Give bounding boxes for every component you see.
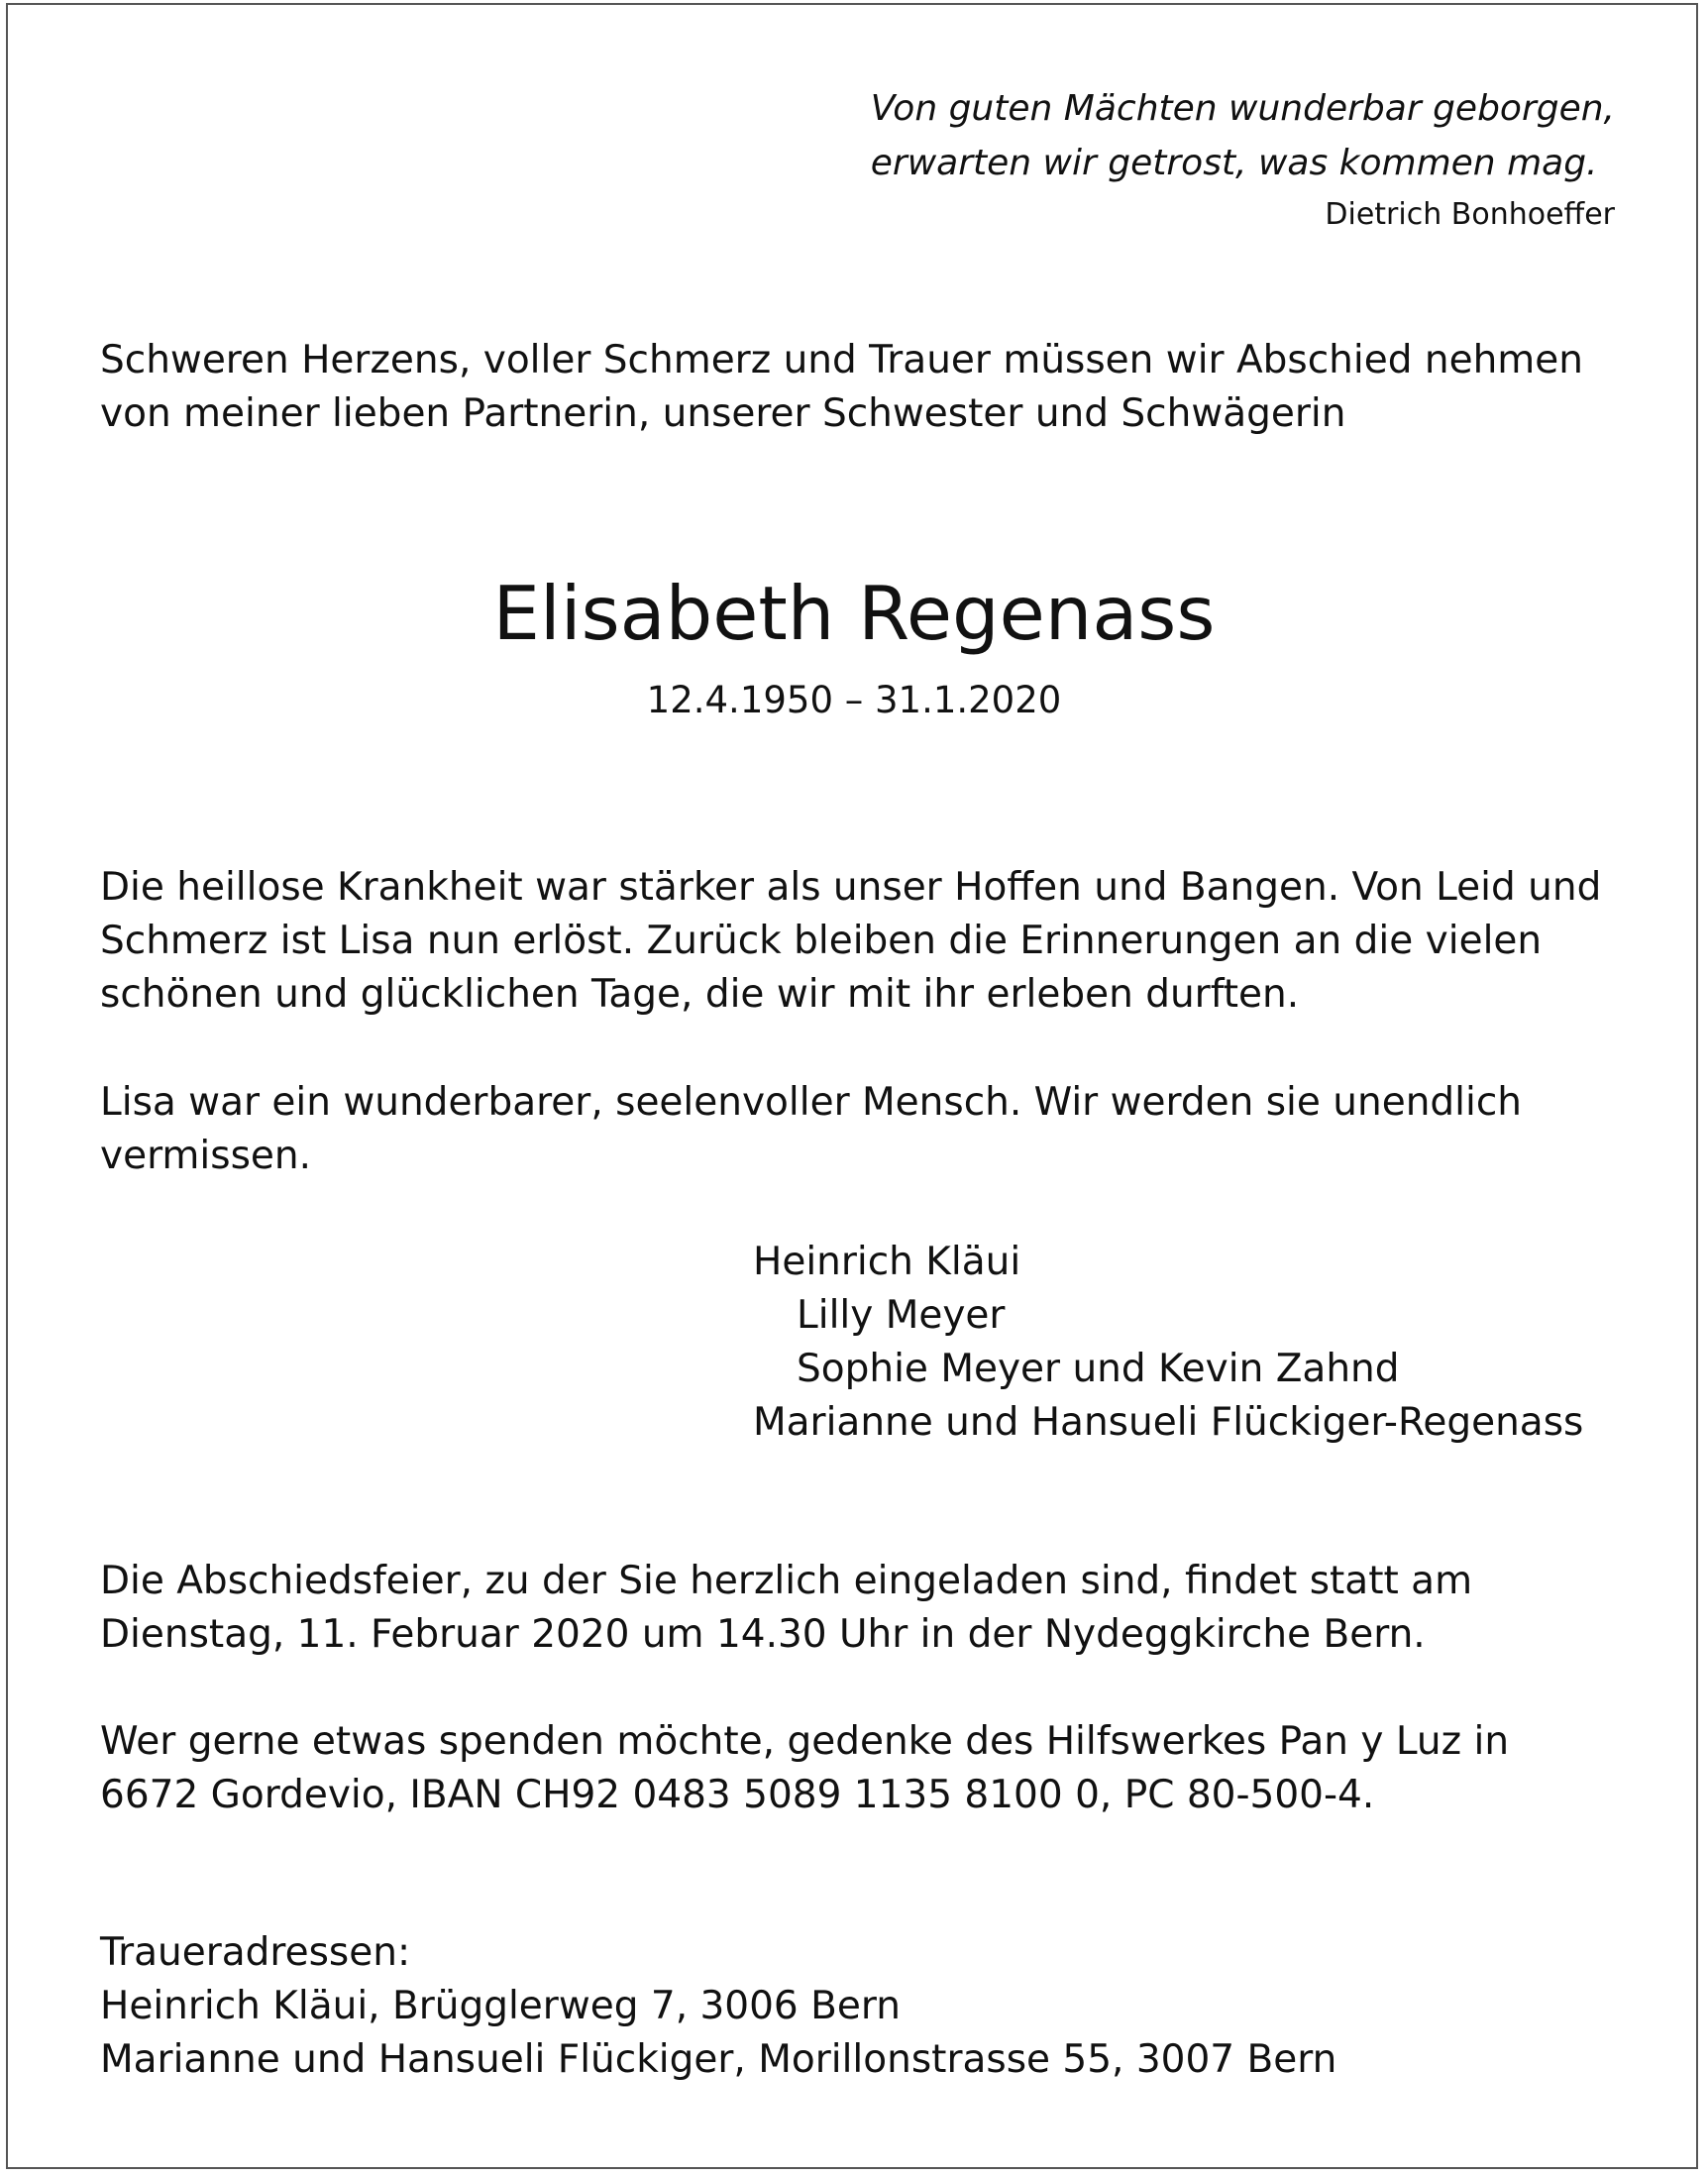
paragraph-line: Lisa war ein wunderbarer, seelenvoller Mensch. Wir werden sie unendlich <box>100 1080 1523 1125</box>
paragraph-line: Die heillose Krankheit war stärker als unser Hoffen und Bangen. Von Leid und <box>100 865 1602 910</box>
address-line: Heinrich Kläui, Brügglerweg 7, 3006 Bern <box>100 1984 901 2028</box>
paragraph-tribute <box>100 1076 1522 1183</box>
deceased-dates: 12.4.1950 – 31.1.2020 <box>646 679 1062 721</box>
paragraph-line: schönen und glücklichen Tage, die wir mit ihr erleben durften. <box>100 972 1300 1017</box>
paragraph-farewell <box>100 861 1601 1022</box>
donation-info <box>100 1715 1509 1822</box>
address-line: Marianne und Hansueli Flückiger, Morillonstrasse 55, 3007 Bern <box>100 2037 1337 2082</box>
signers-list <box>753 1236 1583 1450</box>
intro-line: von meiner lieben Partnerin, unserer Schwester und Schwägerin <box>100 391 1346 436</box>
mourning-addresses <box>100 1926 1336 2087</box>
motto-line: Von guten Mächten wunderbar geborgen, <box>870 88 1615 129</box>
motto-author: Dietrich Bonhoeffer <box>1325 197 1615 232</box>
intro-line: Schweren Herzens, voller Schmerz und Trauer müssen wir Abschied nehmen <box>100 338 1583 382</box>
deceased-name: Elisabeth Regenass <box>492 570 1216 657</box>
donation-line: 6672 Gordevio, IBAN CH92 0483 5089 1135 8100 0, PC 80-500-4. <box>100 1773 1375 1817</box>
ceremony-line: Dienstag, 11. Februar 2020 um 14.30 Uhr in der Nydeggkirche Bern. <box>100 1612 1426 1657</box>
signer-name: Sophie Meyer und Kevin Zahnd <box>797 1347 1400 1391</box>
motto-line: erwarten wir getrost, was kommen mag. <box>870 143 1598 183</box>
motto-quote <box>871 81 1615 240</box>
signer-name: Heinrich Kläui <box>753 1240 1021 1284</box>
signer-name: Marianne und Hansueli Flückiger-Regenass <box>753 1400 1584 1445</box>
donation-line: Wer gerne etwas spenden möchte, gedenke des Hilfswerkes Pan y Luz in <box>100 1719 1510 1764</box>
intro-text <box>100 334 1583 441</box>
ceremony-info <box>100 1555 1472 1662</box>
ceremony-line: Die Abschiedsfeier, zu der Sie herzlich eingeladen sind, findet statt am <box>100 1559 1473 1603</box>
addresses-heading: Traueradressen: <box>100 1930 411 1975</box>
signer-name: Lilly Meyer <box>797 1293 1006 1338</box>
paragraph-line: vermissen. <box>100 1134 311 1178</box>
paragraph-line: Schmerz ist Lisa nun erlöst. Zurück bleiben die Erinnerungen an die vielen <box>100 919 1543 963</box>
